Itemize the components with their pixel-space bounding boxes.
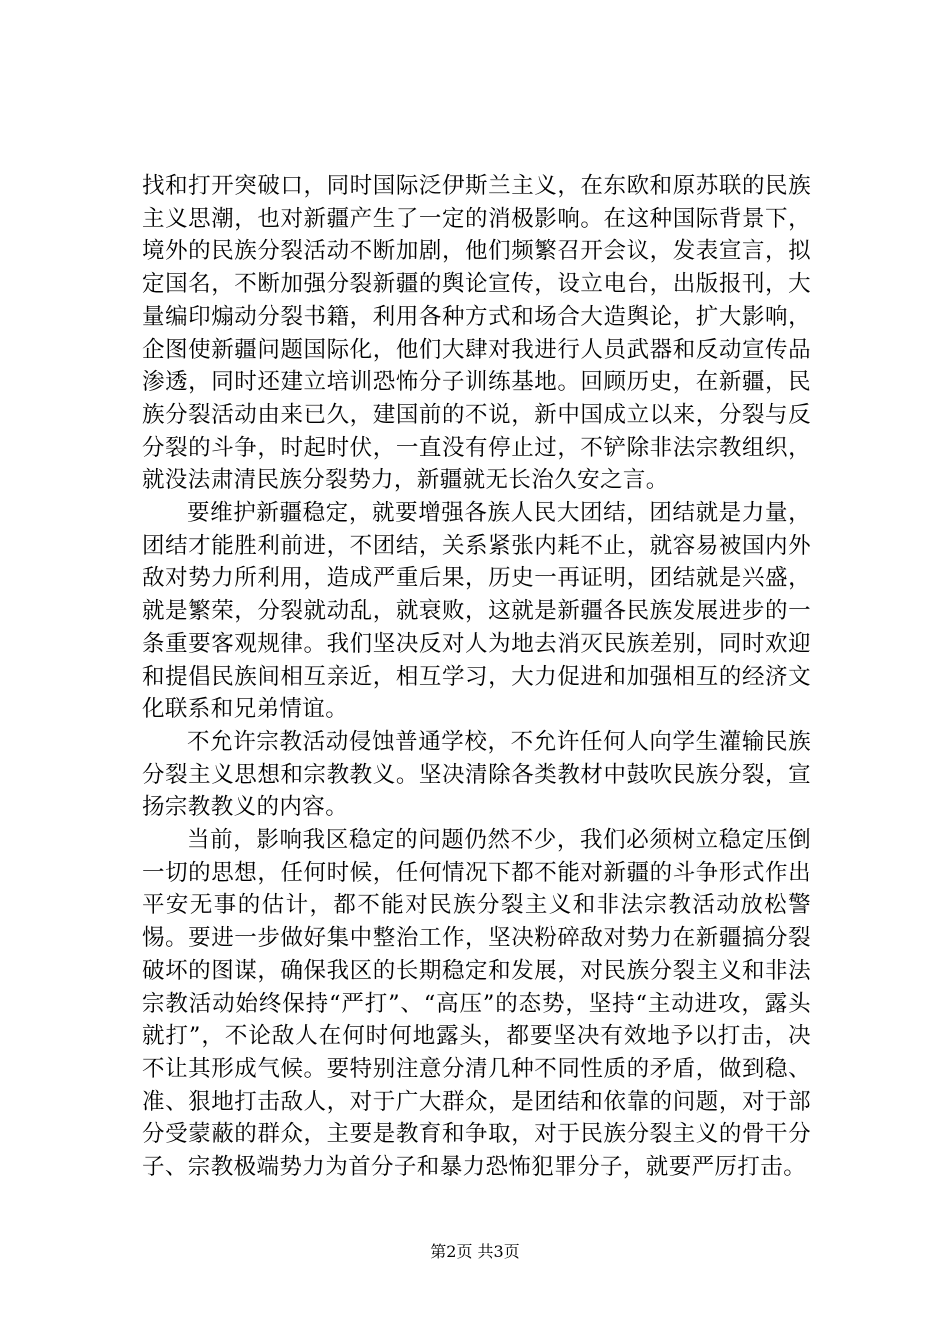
document-body — [142, 170, 811, 1184]
paragraph-continuation: 找和打开突破口，同时国际泛伊斯兰主义，在东欧和原苏联的民族主义思潮，也对新疆产生了一定的消极影响。在这种国际背景下，境外的民族分裂活动不断加剧，他们频繁召开会议，发表宣言，拟定国名，不断加强分裂新疆的舆论宣传，设立电台，出版报刊，大量编印煽动分裂书籍，利用各种方式和场合大造舆论，扩大影响，企图使新疆问题国际化，他们大肆对我进行人员武器和反动宣传品渗透，同时还建立培训恐怖分子训练基地。回顾历史，在新疆，民族分裂活动由来已久，建国前的不说，新中国成立以来，分裂与反分裂的斗争，时起时伏，一直没有停止过，不铲除非法宗教组织，就没法肃清民族分裂势力，新疆就无长治久安之言。 — [142, 173, 811, 494]
page-footer: 第2页 共3页 — [430, 1242, 520, 1261]
paragraph-stability: 当前，影响我区稳定的问题仍然不少，我们必须树立稳定压倒一切的思想，任何时候，任何情况下都不能对新疆的斗争形式作出平安无事的估计，都不能对民族分裂主义和非法宗教活动放松警惕。要进一步做好集中整治工作，坚决粉碎敌对势力在新疆搞分裂破坏的图谋，确保我区的长期稳定和发展，对民族分裂主义和非法宗教活动始终保持“严打”、“高压”的态势，坚持“主动进攻，露头就打”，不论敌人在何时何地露头，都要坚决有效地予以打击，决不让其形成气候。要特别注意分清几种不同性质的矛盾，做到稳、准、狠地打击敌人，对于广大群众，是团结和依靠的问题，对于部分受蒙蔽的群众，主要是教育和争取，对于民族分裂主义的骨干分子、宗教极端势力为首分子和暴力恐怖犯罪分子，就要严厉打击。 — [142, 827, 811, 1181]
paragraph-schools: 不允许宗教活动侵蚀普通学校，不允许任何人向学生灌输民族分裂主义思想和宗教教义。坚决清除各类教材中鼓吹民族分裂，宣扬宗教教义的内容。 — [142, 728, 811, 821]
paragraph-unity: 要维护新疆稳定，就要增强各族人民大团结，团结就是力量，团结才能胜利前进，不团结，关系紧张内耗不止，就容易被国内外敌对势力所利用，造成严重后果，历史一再证明，团结就是兴盛，就是繁荣，分裂就动乱，就衰败，这就是新疆各民族发展进步的一条重要客观规律。我们坚决反对人为地去消灭民族差别，同时欢迎和提倡民族间相互亲近，相互学习，大力促进和加强相互的经济文化联系和兄弟情谊。 — [142, 500, 811, 723]
